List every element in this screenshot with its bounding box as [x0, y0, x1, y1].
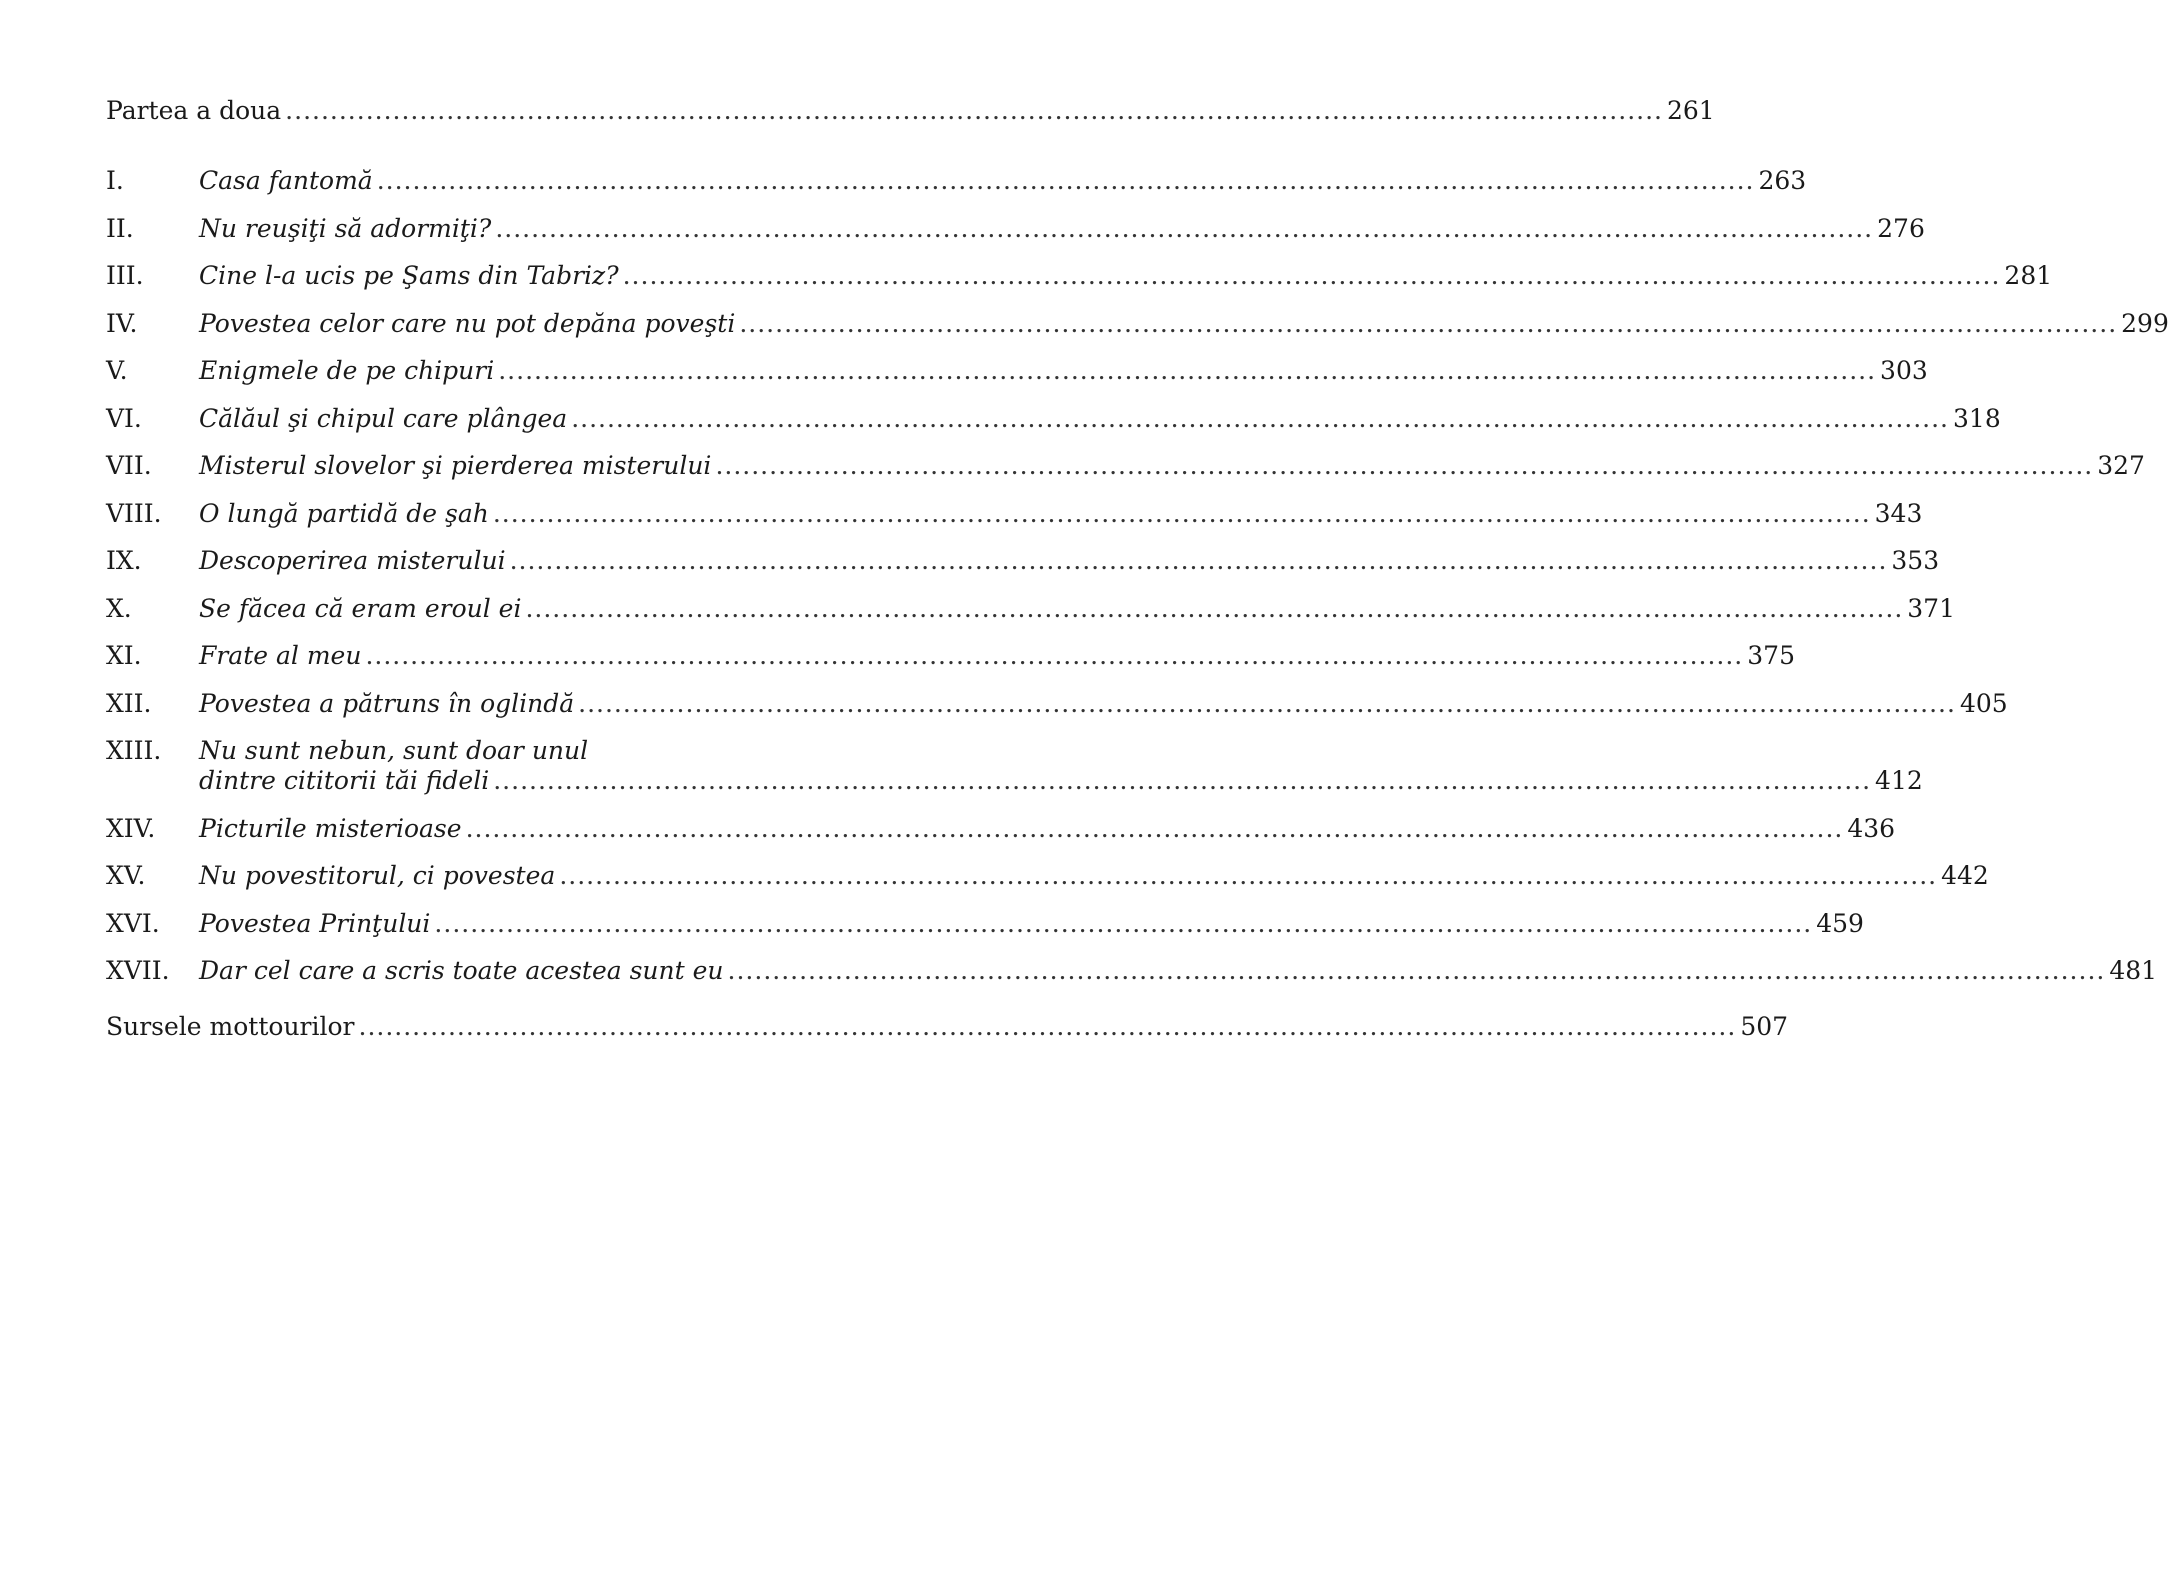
chapter-number: XIII.	[106, 736, 162, 765]
toc-chapter-entry	[106, 451, 2145, 499]
dot-leader	[495, 214, 1873, 244]
chapter-title: Povestea a pătruns în oglindă	[199, 688, 575, 718]
dot-leader	[578, 689, 1956, 719]
part-title: Partea a doua	[106, 96, 282, 125]
chapter-number: IX.	[106, 546, 142, 575]
chapter-title: Picturile misterioase	[199, 813, 462, 843]
chapter-number: III.	[106, 261, 144, 290]
chapter-number: XII.	[106, 688, 152, 718]
page-number: 442	[1941, 861, 1989, 890]
toc-chapter-entry	[106, 308, 2169, 357]
toc-chapter-entry	[106, 861, 1989, 909]
page-number: 405	[1959, 688, 2008, 718]
toc-chapter-entry	[106, 403, 2001, 452]
page-number: 263	[1758, 166, 1807, 195]
dot-leader	[359, 1012, 1737, 1042]
dot-leader	[510, 546, 1888, 576]
chapter-number: VII.	[106, 451, 152, 480]
chapter-title-line-2: dintre cititorii tăi fideli	[199, 766, 490, 795]
page-number: 299	[2121, 308, 2169, 338]
page-number: 436	[1847, 813, 1896, 843]
chapter-title: Povestea celor care nu pot depăna poveşti	[199, 308, 736, 338]
page-number: 371	[1907, 593, 1955, 623]
toc-chapter-entry	[106, 908, 1864, 957]
page-number: 318	[1953, 403, 2001, 433]
page-number: 507	[1740, 1011, 1789, 1041]
chapter-title: Frate al meu	[199, 641, 362, 670]
page-number: 459	[1816, 908, 1864, 938]
toc-chapter-entry	[106, 641, 1795, 689]
table-of-contents	[106, 96, 2169, 1059]
chapter-number: VI.	[106, 403, 142, 433]
chapter-number: II.	[106, 213, 134, 243]
dot-leader	[571, 404, 1949, 434]
chapter-title: Dar cel care a scris toate acestea sunt eu	[199, 956, 724, 985]
page-number: 412	[1875, 766, 1923, 795]
page-number: 303	[1880, 356, 1928, 385]
dot-leader	[559, 861, 1937, 891]
chapter-title: Povestea Prinţului	[199, 908, 431, 938]
page-number: 261	[1666, 96, 1715, 125]
toc-chapter-entry	[106, 956, 2158, 1004]
chapter-number: XVI.	[106, 908, 160, 938]
dot-leader	[715, 451, 2093, 481]
dot-leader	[728, 956, 2106, 986]
chapter-title: O lungă partidă de şah	[199, 498, 489, 528]
chapter-title: Nu povestitorul, ci povestea	[199, 861, 556, 890]
page-number: 276	[1877, 213, 1925, 243]
chapter-number: I.	[106, 166, 124, 195]
dot-leader	[739, 309, 2117, 339]
chapter-number: V.	[106, 356, 128, 385]
chapter-title: Casa fantomă	[199, 166, 373, 195]
toc-chapter-entry	[106, 166, 1807, 214]
dot-leader	[525, 594, 1903, 624]
dot-leader	[365, 641, 1743, 671]
toc-part-entry	[106, 96, 1715, 140]
page-number: 353	[1891, 546, 1940, 575]
toc-chapter-entry	[106, 688, 2008, 737]
page-number: 481	[2109, 956, 2158, 985]
dot-leader	[434, 909, 1812, 939]
page-number: 281	[2004, 261, 2053, 290]
chapter-title: Descoperirea misterului	[199, 546, 506, 575]
toc-chapter-entry	[106, 213, 1925, 262]
chapter-number: X.	[106, 593, 132, 623]
page-number: 375	[1747, 641, 1795, 670]
chapter-title: Misterul slovelor şi pierderea misterului	[199, 451, 712, 480]
dot-leader	[285, 96, 1663, 126]
chapter-number: XVII.	[106, 956, 170, 985]
dot-leader	[498, 356, 1876, 386]
chapter-title: Enigmele de pe chipuri	[199, 356, 495, 385]
page-number: 343	[1874, 498, 1923, 528]
dot-leader	[623, 261, 2001, 291]
chapter-title: Cine l-a ucis pe Şams din Tabriz?	[199, 261, 619, 290]
sources-title: Sursele mottourilor	[106, 1011, 355, 1041]
page-number: 327	[2097, 451, 2145, 480]
toc-chapter-entry	[106, 498, 1923, 547]
toc-chapter-entry	[106, 356, 1928, 404]
chapter-number: IV.	[106, 308, 138, 338]
toc-chapter-entry	[106, 813, 1896, 862]
toc-chapter-entry	[106, 546, 1940, 594]
chapter-number: XIV.	[106, 813, 156, 843]
chapter-title: Nu reuşiţi să adormiţi?	[199, 213, 492, 243]
dot-leader	[493, 766, 1871, 796]
dot-leader	[377, 166, 1755, 196]
chapter-number: VIII.	[106, 498, 162, 528]
chapter-title: Se făcea că eram eroul ei	[199, 593, 522, 623]
chapter-title: Călăul şi chipul care plângea	[199, 403, 568, 433]
toc-sources-entry	[106, 1011, 1789, 1060]
chapter-title-line-1: Nu sunt nebun, sunt doar unul	[199, 736, 589, 765]
dot-leader	[466, 814, 1844, 844]
toc-chapter-entry	[106, 593, 1955, 642]
chapter-number: XI.	[106, 641, 142, 670]
dot-leader	[493, 499, 1871, 529]
toc-chapter-entry	[106, 736, 1923, 814]
toc-chapter-entry	[106, 261, 2053, 309]
chapter-number: XV.	[106, 861, 146, 890]
